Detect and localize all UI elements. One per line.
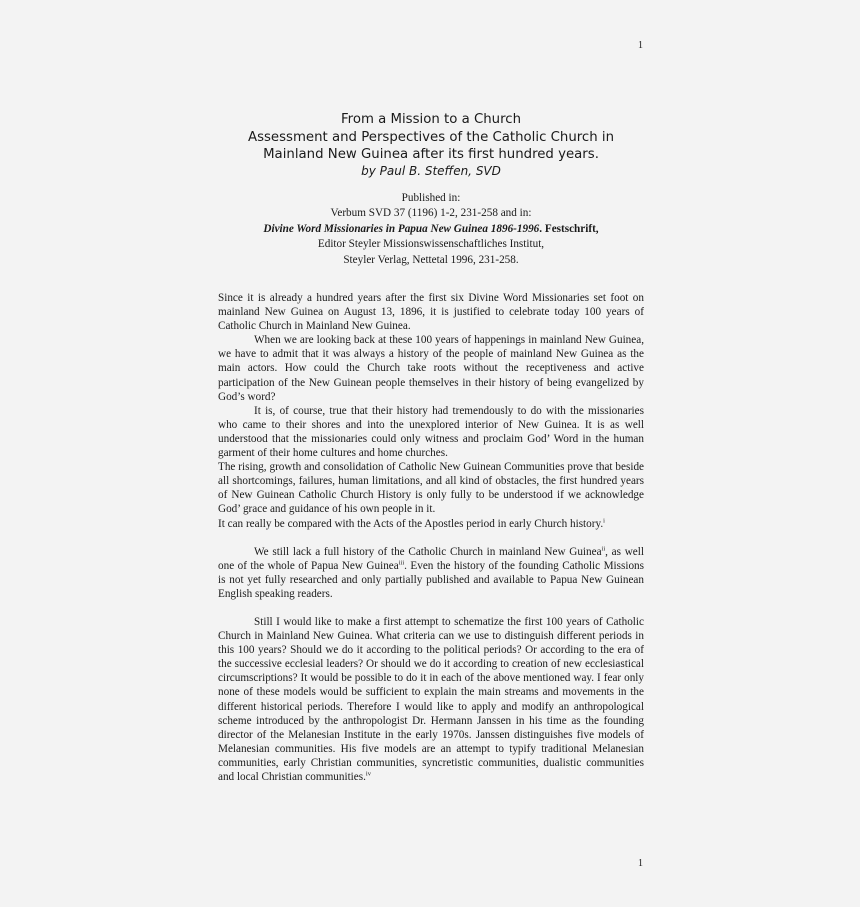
book-title: Divine Word Missionaries in Papua New Guinea 1896-1996 [263,222,540,235]
article-body [218,291,644,784]
journal-reference: Verbum SVD 37 (1196) 1-2, 231-258 and in: [330,207,532,220]
paragraph-6-text-b: , as well one of the whole of Papua New Guinea [218,545,644,572]
festschrift-line [218,222,644,237]
footnote-ref-iii[interactable]: iii [398,558,405,566]
title-line-1: From a Mission to a Church [340,112,522,127]
publisher-line: Steyler Verlag, Nettetal 1996, 231-258. [343,253,519,266]
author-byline: by Paul B. Steffen, SVD [361,163,501,178]
paragraph-5-text: It can really be compared with the Acts of the Apostles period in early Church history. [218,517,604,530]
page-number-top: 1 [638,40,643,51]
paragraph-5 [218,517,644,531]
footnote-ref-iv[interactable]: iv [365,770,371,778]
editor-line: Editor Steyler Missionswissenschaftliches Institut, [317,238,545,251]
paragraph-2: When we are looking back at these 100 years of happenings in mainland New Guinea, we have to admit that it was always a history of the people of mainland New Guinea as the main actors. How could the Church take roots without the receptiveness and active participation of the New Guinean people themselves in their history of being evangelized by God’s word? [218,334,644,403]
paragraph-4: The rising, growth and consolidation of Catholic New Guinean Communities prove that beside all shortcomings, failures, human limitations, and all kind of obstacles, the first hundred years of New Guinean Catholic Church History is only fully to be understood if we acknowledge God’ grace and guidance of his own people in it. [218,461,644,516]
book-suffix: . Festschrift, [539,222,599,235]
paragraph-6 [218,545,644,601]
paragraph-6-text-c: . Even the history of the founding Catholic Missions is not yet fully researched and only partially published and available to Papua New Guinean English speaking readers. [218,559,644,600]
paragraph-7-text: Still I would like to make a first attempt to schematize the first 100 years of Catholic Church in Mainland New Guinea. What criteria can we use to distinguish different periods in this 100 years? Should we do it according to the political periods? Or according to the era of the successive ecclesial leaders? Or should we do it according to creation of new ecclesiastical circumscriptions? It would be possible to do it in each of the above mentioned way. I fear only none of these models would be sufficient to explain the main streams and movements in the different historical periods. Therefore I would like to apply and modify an anthropological scheme introduced by the anthropologist Dr. Hermann Janssen in his time as the founding director of the Melanesian Institute in the early 1970s. Janssen distinguishes five models of Melanesian communities. His five models are an attempt to typify traditional Melanesian communities, early Christian communities, syncretistic communities, dualistic communities and local Christian communities. [218,615,644,783]
publication-info [218,191,644,268]
paragraph-3: It is, of course, true that their history had tremendously to do with the missionaries who came to their shores and into the unexplored interior of New Guinea. It is as well understood that the missionaries could only witness and proclaim God’ Word in the human garment of their home cultures and home churches. [218,404,644,460]
paragraph-1: Since it is already a hundred years after the first six Divine Word Missionaries set foot on mainland New Guinea on August 13, 1896, it is justified to celebrate today 100 years of Catholic Church in Mainland New Guinea. [218,292,644,333]
paragraph-7 [218,615,644,784]
title-line-2: Assessment and Perspectives of the Catholic Church in [247,129,615,145]
footnote-ref-i[interactable]: i [603,516,605,524]
footnote-ref-ii[interactable]: ii [601,544,606,552]
published-label: Published in: [401,192,461,204]
title-line-3: Mainland New Guinea after its first hundred years. [263,147,599,162]
page-number-bottom: 1 [638,858,643,869]
paragraph-6-text-a: We still lack a full history of the Catholic Church in mainland New Guinea [254,545,602,558]
title-block [218,111,644,179]
